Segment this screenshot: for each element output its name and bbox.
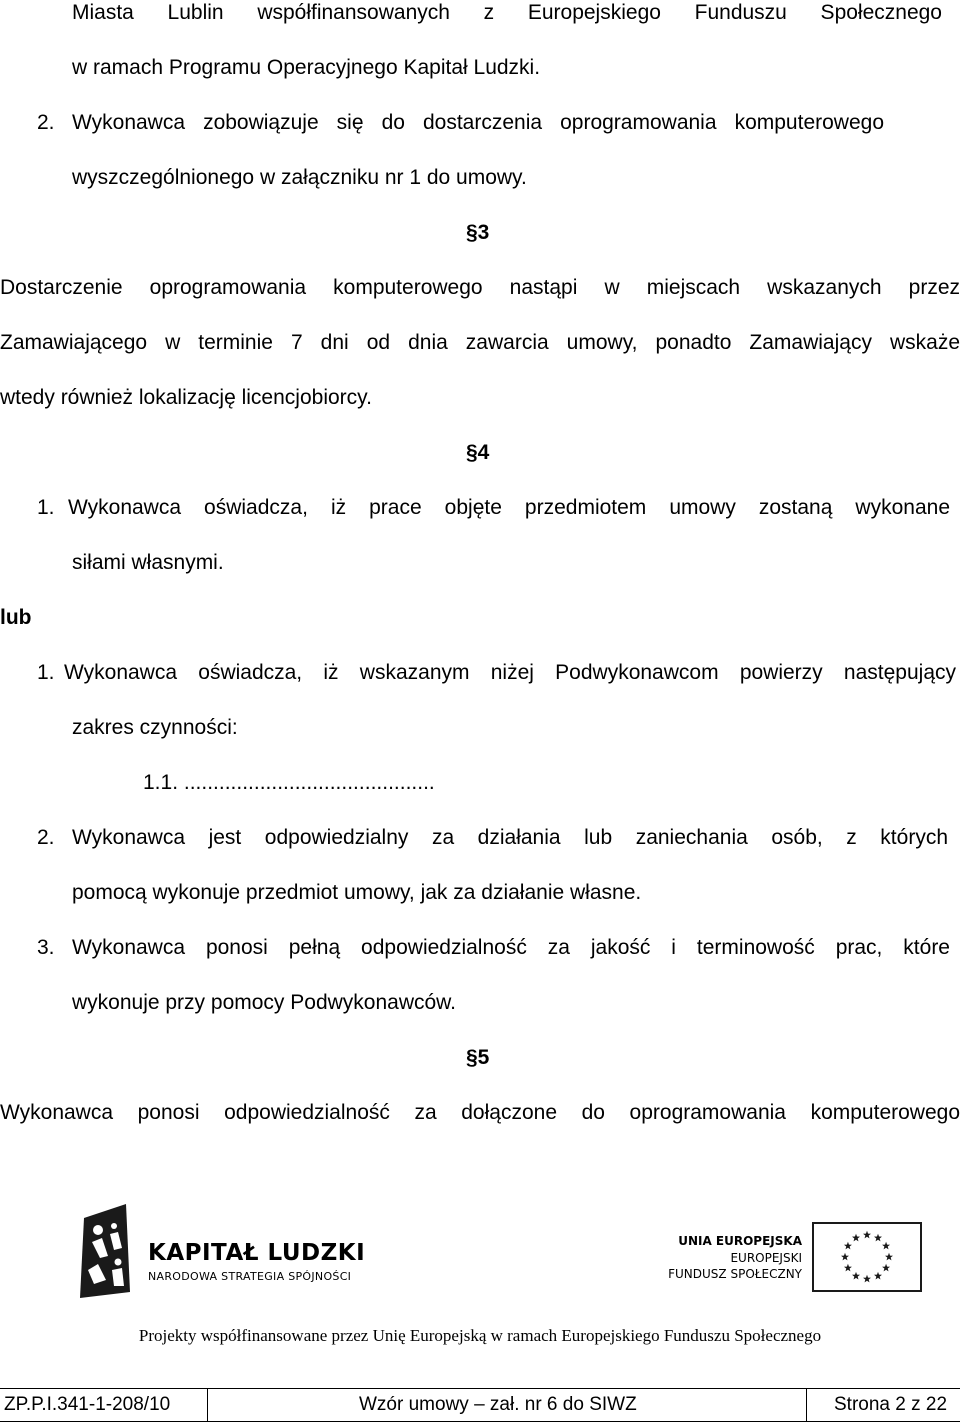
footer-divider [806,1389,807,1421]
text-line: Wykonawca oświadcza, iż prace objęte przedmiotem umowy zostaną wykonane [68,496,950,519]
eu-logo [670,1222,930,1292]
kl-subtitle: NARODOWA STRATEGIA SPÓJNOŚCI [148,1270,352,1283]
kapital-ludzki-logo [78,1200,366,1300]
section-heading-5: §5 [466,1046,490,1069]
section-heading-3: §3 [466,221,490,244]
list-number: 1. [37,661,55,684]
project-cofinancing-note: Projekty współfinansowane przez Unię Europejską w ramach Europejskiego Funduszu Społecznego [138,1326,822,1345]
page-footer [0,1388,960,1422]
footer-divider [207,1389,208,1421]
eu-line-3: FUNDUSZ SPOŁECZNY [668,1267,802,1281]
eu-line-1: UNIA EUROPEJSKA [678,1234,802,1248]
kapital-ludzki-emblem-icon [78,1200,138,1300]
text-line: wyszczególnionego w załączniku nr 1 do umowy. [72,166,527,189]
text-line: Dostarczenie oprogramowania komputerowego nastąpi w miejscach wskazanych przez [0,276,960,299]
text-line: Wykonawca jest odpowiedzialny za działania lub zaniechania osób, z których [72,826,948,849]
text-line: Zamawiającego w terminie 7 dni od dnia zawarcia umowy, ponadto Zamawiający wskaże [0,331,960,354]
footer-page-number: Strona 2 z 22 [834,1394,948,1415]
text-line: Miasta Lublin współfinansowanych z Europejskiego Funduszu Społecznego [72,1,942,24]
eu-flag-icon [812,1222,922,1292]
or-separator: lub [0,606,32,629]
text-line: siłami własnymi. [72,551,224,574]
list-number: 3. [37,936,55,959]
text-line: Wykonawca ponosi odpowiedzialność za dołączone do oprogramowania komputerowego [0,1101,960,1124]
text-line: Wykonawca ponosi pełną odpowiedzialność za jakość i terminowość prac, które [72,936,950,959]
text-line: w ramach Programu Operacyjnego Kapitał Ludzki. [72,56,541,79]
text-line: Wykonawca oświadcza, iż wskazanym niżej Podwykonawcom powierzy następujący [64,661,956,684]
text-line: zakres czynności: [72,716,238,739]
list-number: 1. [37,496,55,519]
text-line: wykonuje przy pomocy Podwykonawców. [72,991,457,1014]
text-line: wtedy również lokalizację licencjobiorcy. [0,386,372,409]
section-heading-4: §4 [466,441,490,464]
text-line: 1.1. ........................................... [143,771,435,794]
list-number: 2. [37,111,55,134]
footer-reference: ZP.P.I.341-1-208/10 [4,1394,171,1415]
text-line: Wykonawca zobowiązuje się do dostarczenia oprogramowania komputerowego [72,111,884,134]
kl-title: KAPITAŁ LUDZKI [148,1240,366,1266]
eu-line-2: EUROPEJSKI [730,1251,802,1265]
footer-title: Wzór umowy – zał. nr 6 do SIWZ [359,1394,637,1415]
list-number: 2. [37,826,55,849]
text-line: pomocą wykonuje przedmiot umowy, jak za działanie własne. [72,881,642,904]
